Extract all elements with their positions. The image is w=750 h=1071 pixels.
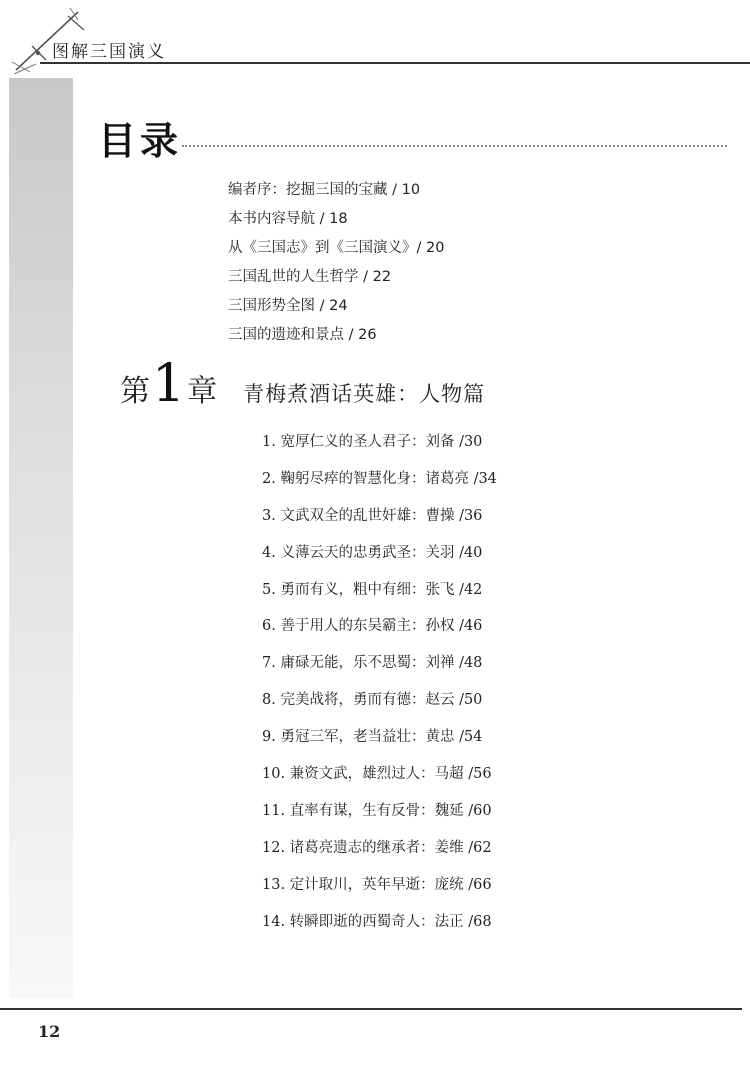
entry-person: 马超 — [434, 766, 464, 783]
entry-person: 刘禅 — [425, 655, 455, 672]
running-header-title: 图解三国演义 — [52, 42, 166, 62]
title-dotted-leader — [182, 145, 727, 147]
entry-text: 14. 转瞬即逝的西蜀奇人： — [262, 913, 435, 930]
entry-page: /40 — [459, 544, 483, 561]
toc-entry[interactable]: 三国乱世的人生哲学 / 22 — [228, 269, 392, 285]
page-number: 12 — [38, 1022, 61, 1041]
toc-entry[interactable]: 三国的遗迹和景点 / 26 — [228, 327, 377, 343]
entry-page: /56 — [468, 766, 492, 783]
chapter-entry-list — [262, 424, 497, 940]
entry-text: 11. 直率有谋，生有反骨： — [262, 802, 435, 819]
entry-page: /30 — [459, 434, 483, 450]
entry-page: /62 — [468, 839, 492, 856]
toc-entry[interactable]: 三国形势全图 / 24 — [228, 298, 348, 314]
entry-page: /34 — [473, 470, 497, 487]
side-band — [9, 78, 73, 998]
chapter-entry[interactable] — [262, 424, 497, 461]
entry-text: 1. 宽厚仁义的圣人君子： — [262, 434, 426, 450]
entry-person: 刘备 — [425, 434, 455, 450]
chapter-entry[interactable] — [262, 572, 497, 609]
chapter-entry[interactable] — [262, 867, 497, 904]
toc-entry[interactable]: 从《三国志》到《三国演义》/ 20 — [228, 240, 445, 256]
toc-entry[interactable]: 编者序：挖掘三国的宝藏 / 10 — [228, 182, 421, 198]
entry-person: 孙权 — [425, 618, 455, 635]
chapter-entry[interactable] — [262, 793, 497, 830]
chapter-entry[interactable] — [262, 461, 497, 498]
chapter-suffix: 章 — [187, 374, 218, 409]
chapter-entry[interactable] — [262, 719, 497, 756]
entry-person: 张飞 — [425, 581, 455, 598]
entry-text: 12. 诸葛亮遗志的继承者： — [262, 839, 435, 856]
entry-page: /68 — [468, 913, 492, 930]
entry-text: 4. 义薄云天的忠勇武圣： — [262, 544, 426, 561]
entry-person: 曹操 — [425, 507, 455, 524]
chapter-entry[interactable] — [262, 904, 497, 941]
toc-entry[interactable]: 本书内容导航 / 18 — [228, 211, 348, 227]
chapter-entry[interactable] — [262, 498, 497, 535]
entry-person: 庞统 — [434, 876, 464, 893]
entry-page: /60 — [468, 802, 492, 819]
chapter-entry[interactable] — [262, 830, 497, 867]
entry-text: 7. 庸碌无能，乐不思蜀： — [262, 655, 426, 672]
chapter-entry[interactable] — [262, 608, 497, 645]
entry-text: 8. 完美战将，勇而有德： — [262, 692, 426, 709]
entry-text: 6. 善于用人的东吴霸主： — [262, 618, 426, 635]
header-rule — [40, 62, 750, 64]
entry-page: /50 — [459, 692, 483, 709]
entry-page: /66 — [468, 876, 492, 893]
chapter-entry[interactable] — [262, 645, 497, 682]
entry-text: 2. 鞠躬尽瘁的智慧化身： — [262, 470, 426, 487]
entry-text: 9. 勇冠三军，老当益壮： — [262, 729, 426, 746]
entry-person: 诸葛亮 — [425, 470, 469, 487]
entry-person: 法正 — [434, 913, 464, 930]
chapter-entry[interactable] — [262, 535, 497, 572]
entry-page: /48 — [459, 655, 483, 672]
entry-person: 姜维 — [434, 839, 464, 856]
entry-page: /36 — [459, 507, 483, 524]
page-title: 目录 — [98, 119, 183, 163]
entry-text: 3. 文武双全的乱世奸雄： — [262, 507, 426, 524]
entry-person: 魏延 — [434, 802, 464, 819]
chapter-heading — [120, 354, 486, 420]
entry-person: 黄忠 — [425, 729, 455, 746]
entry-text: 13. 定计取川，英年早逝： — [262, 876, 435, 893]
entry-person: 关羽 — [425, 544, 455, 561]
front-matter-list — [228, 176, 444, 350]
entry-page: /42 — [459, 581, 483, 598]
entry-page: /54 — [459, 729, 483, 746]
entry-text: 10. 兼资文武，雄烈过人： — [262, 766, 435, 783]
chapter-entry[interactable] — [262, 682, 497, 719]
entry-text: 5. 勇而有义，粗中有细： — [262, 581, 426, 598]
chapter-prefix: 第 — [120, 374, 150, 409]
footer-rule — [0, 1008, 742, 1010]
entry-person: 赵云 — [425, 692, 455, 709]
chapter-entry[interactable] — [262, 756, 497, 793]
entry-page: /46 — [459, 618, 483, 635]
chapter-title: 青梅煮酒话英雄：人物篇 — [243, 382, 486, 406]
chapter-number: 1 — [152, 354, 186, 414]
